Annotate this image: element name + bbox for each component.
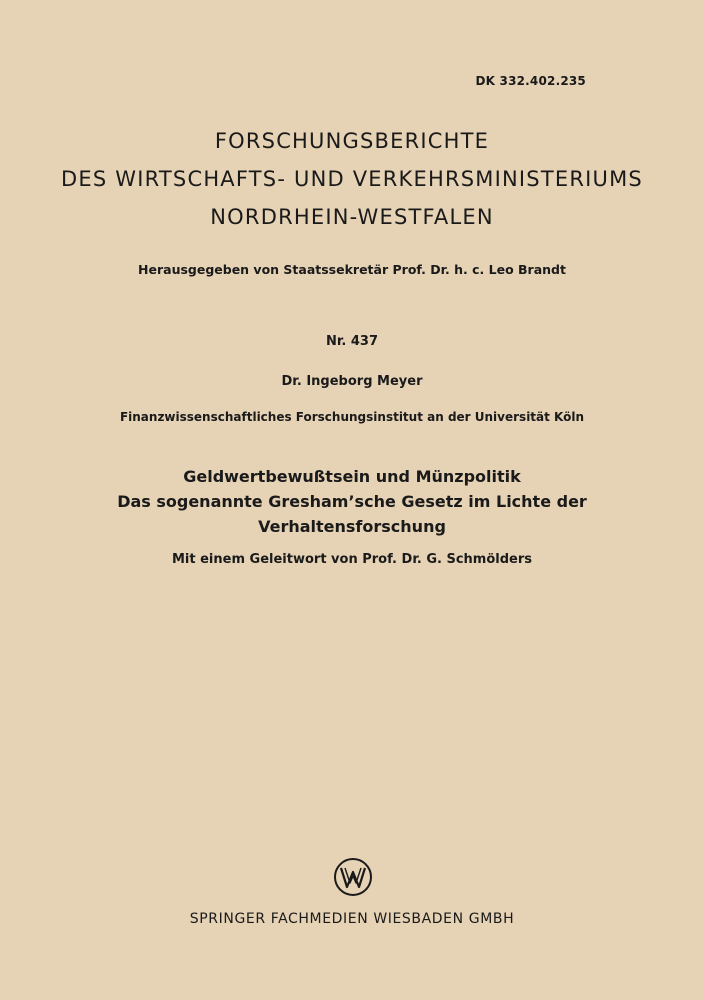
- book-title-line-3: Verhaltensforschung: [258, 517, 446, 536]
- author-name: Dr. Ingeborg Meyer: [281, 374, 423, 389]
- series-editor: Herausgegeben von Staatssekretär Prof. Dr. h. c. Leo Brandt: [138, 262, 566, 277]
- series-number: Nr. 437: [325, 334, 379, 349]
- book-title-line-2: Das sogenannte Gresham’sche Gesetz im Lichte der: [117, 492, 587, 511]
- book-title: [0, 464, 704, 539]
- series-title: [0, 122, 704, 236]
- dk-classification-code: DK 332.402.235: [475, 74, 586, 88]
- series-title-line-2: DES WIRTSCHAFTS- UND VERKEHRSMINISTERIUMS: [61, 167, 643, 191]
- publisher-name: SPRINGER FACHMEDIEN WIESBADEN GMBH: [189, 911, 515, 927]
- series-title-line-1: FORSCHUNGSBERICHTE: [214, 129, 490, 153]
- foreword-credit: Mit einem Geleitwort von Prof. Dr. G. Schmölders: [171, 552, 532, 567]
- series-title-line-3: NORDRHEIN-WESTFALEN: [210, 205, 494, 229]
- author-institute: Finanzwissenschaftliches Forschungsinstitut an der Universität Köln: [119, 410, 585, 424]
- book-title-line-1: Geldwertbewußtsein und Münzpolitik: [183, 467, 521, 486]
- publisher-logo-icon: [333, 857, 373, 897]
